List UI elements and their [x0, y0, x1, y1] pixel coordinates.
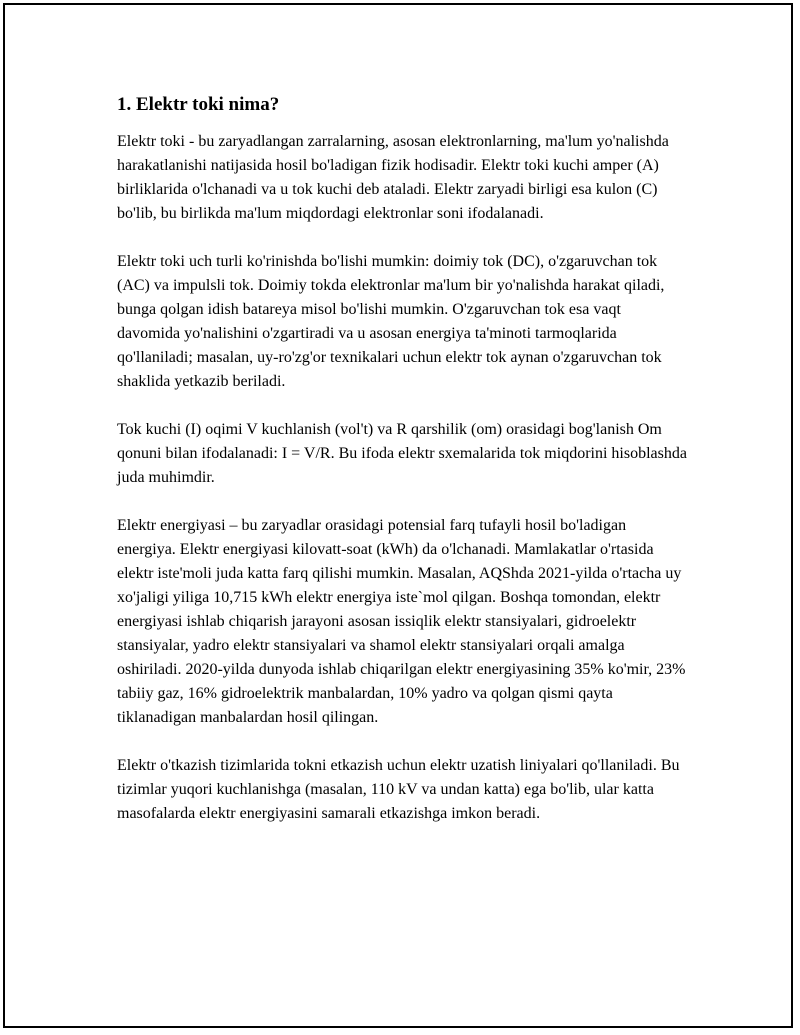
- paragraph-electric-energy: Elektr energiyasi – bu zaryadlar orasidagi potensial farq tufayli hosil bo'ladigan energiya. Elektr energiyasi kilovatt-soat (kWh) da o'lchanadi. Mamlakatlar o'rtasida elektr iste'moli juda katta farq qilishi mumkin. Masalan, AQShda 2021-yilda o'rtacha uy xo'jaligi yiliga 10,715 kWh elektr energiya iste`mol qilgan. Boshqa tomondan, elektr energiyasi ishlab chiqarish jarayoni asosan issiqlik elektr stansiyalari, gidroelektr stansiyalar, yadro elektr stansiyalari va shamol elektr stansiyalari orqali amalga oshiriladi. 2020-yilda dunyoda ishlab chiqarilgan elektr energiyasining 35% ko'mir, 23% tabiiy gaz, 16% gidroelektrik manbalardan, 10% yadro va qolgan qismi qayta tiklanadigan manbalardan hosil qilingan.: [117, 517, 686, 726]
- paragraph-definition: Elektr toki - bu zaryadlangan zarralarning, asosan elektronlarning, ma'lum yo'nalishda harakatlanishi natijasida hosil bo'ladigan fizik hodisadir. Elektr toki kuchi amper (A) birliklarida o'lchanadi va u tok kuchi deb ataladi. Elektr zaryadi birligi esa kulon (C) bo'lib, bu birlikda ma'lum miqdordagi elektronlar soni ifodalanadi.: [117, 133, 669, 222]
- document-body: [117, 92, 687, 826]
- paragraph-current-types: Elektr toki uch turli ko'rinishda bo'lishi mumkin: doimiy tok (DC), o'zgaruvchan tok (AC) va impulsli tok. Doimiy tokda elektronlar ma'lum bir yo'nalishda harakat qiladi, bunga qolgan idish batareya misol bo'lishi mumkin. O'zgaruvchan tok esa vaqt davomida yo'nalishini o'zgartiradi va u asosan energiya ta'minoti tarmoqlarida qo'llaniladi; masalan, uy-ro'zg'or texnikalari uchun elektr tok aynan o'zgaruvchan tok shaklida yetkazib beriladi.: [117, 253, 665, 390]
- paragraph-transmission: Elektr o'tkazish tizimlarida tokni etkazish uchun elektr uzatish liniyalari qo'llaniladi. Bu tizimlar yuqori kuchlanishga (masalan, 110 kV va undan katta) ega bo'lib, ular katta masofalarda elektr energiyasini samarali etkazishga imkon beradi.: [117, 757, 680, 822]
- paragraph-ohms-law: Tok kuchi (I) oqimi V kuchlanish (vol't) va R qarshilik (om) orasidagi bog'lanish Om qonuni bilan ifodalanadi: I = V/R. Bu ifoda elektr sxemalarida tok miqdorini hisoblashda juda muhimdir.: [117, 421, 687, 486]
- section-heading: 1. Elektr toki nima?: [117, 94, 280, 115]
